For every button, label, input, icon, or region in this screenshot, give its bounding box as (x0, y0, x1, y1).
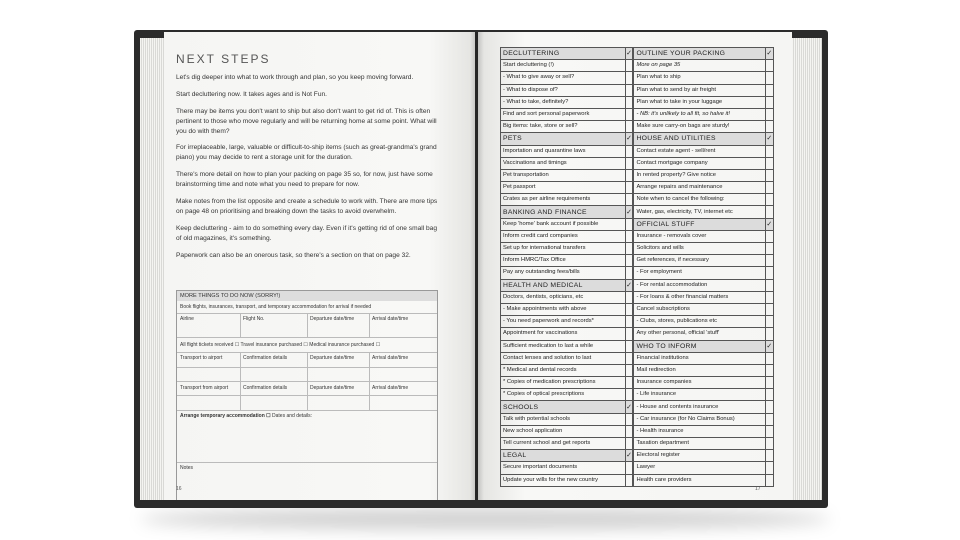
checkbox-cell[interactable] (765, 316, 773, 328)
check-mark-icon: ✓ (625, 48, 633, 60)
checklist-item: Plan what to take in your luggage (633, 96, 765, 108)
checklist-row (501, 450, 774, 462)
paragraph: There may be items you don't want to ship but also don't want to get rid of. This is often pertinent to those who move regularly and will be returning home at some point. What will you do with them? (176, 107, 437, 135)
checklist-item: * Copies of optical prescriptions (501, 389, 626, 401)
form-line (177, 410, 437, 411)
checkbox-cell[interactable] (625, 194, 633, 206)
checklist-row (501, 169, 774, 181)
col-airline: Airline (180, 316, 194, 322)
checklist-item: Make sure carry-on bags are sturdy! (633, 121, 765, 133)
check-mark-icon: ✓ (625, 206, 633, 218)
checkbox-cell[interactable] (765, 389, 773, 401)
checkbox-cell[interactable] (765, 352, 773, 364)
checklist-item: Secure important documents (501, 462, 626, 474)
checklist-row (501, 145, 774, 157)
checkbox-cell[interactable] (765, 267, 773, 279)
checklist-row (501, 340, 774, 352)
checklist-item: Start decluttering (!) (501, 60, 626, 72)
checklist-row (501, 121, 774, 133)
checkbox-cell[interactable] (625, 72, 633, 84)
checklist-item: Plan what to send by air freight (633, 84, 765, 96)
checklist-item: More on page 35 (633, 60, 765, 72)
checklist-row (501, 218, 774, 230)
checkbox-cell[interactable] (625, 121, 633, 133)
checklist-item: - Life insurance (633, 389, 765, 401)
checkbox-cell[interactable] (765, 121, 773, 133)
checklist-row (501, 425, 774, 437)
checklist-row (501, 316, 774, 328)
checkbox-cell[interactable] (765, 462, 773, 474)
checklist-row (501, 243, 774, 255)
form-title: MORE THINGS TO DO NOW (SORRY!) (177, 291, 437, 301)
check-mark-icon: ✓ (625, 401, 633, 413)
checklist-item: Sufficient medication to last a while (501, 340, 626, 352)
checklist-item: * Medical and dental records (501, 364, 626, 376)
checklist-item: Update your wills for the new country (501, 474, 626, 486)
check-mark-icon: ✓ (625, 450, 633, 462)
checkbox-cell[interactable] (765, 60, 773, 72)
paragraph: Make notes from the list opposite and create a schedule to work with. There are more tips on page 48 on prioritising and breaking down the tasks to avoid overwhelm. (176, 198, 438, 215)
checklist-item: Set up for international transfers (501, 243, 626, 255)
checklist-row (501, 255, 774, 267)
checklist-item: Water, gas, electricity, TV, internet etc (633, 206, 765, 218)
notes-label: Notes (180, 465, 194, 471)
checkbox-cell[interactable] (625, 425, 633, 437)
paragraph: Keep decluttering - aim to do something every day. Even if it's getting rid of one small bag of old magazines, it's something. (176, 224, 437, 242)
checklist-item: Doctors, dentists, opticians, etc (501, 291, 626, 303)
checklist-row (501, 303, 774, 315)
checkbox-cell[interactable] (765, 291, 773, 303)
col-arrival: Arrival date/time (372, 385, 409, 391)
col-arrival: Arrival date/time (372, 355, 409, 361)
section-header: OFFICIAL STUFF (633, 218, 765, 230)
checkbox-cell[interactable] (625, 377, 633, 389)
checklist-item: Note when to cancel the following: (633, 194, 765, 206)
checklist-item: Contact estate agent - sell/rent (633, 145, 765, 157)
checkbox-cell[interactable] (625, 157, 633, 169)
checkbox-cell[interactable] (765, 108, 773, 120)
checkbox-cell[interactable] (765, 243, 773, 255)
checklist-row (501, 364, 774, 376)
checklist-row (501, 267, 774, 279)
checkbox-cell[interactable] (625, 145, 633, 157)
checkbox-cell[interactable] (765, 182, 773, 194)
checkbox-cell[interactable] (625, 96, 633, 108)
todo-form (176, 290, 438, 500)
checklist-row (501, 413, 774, 425)
check-mark-icon: ✓ (625, 279, 633, 291)
checklist-item: Keep 'home' bank account if possible (501, 218, 626, 230)
checkbox-cell[interactable] (625, 255, 633, 267)
section-header: LEGAL (501, 450, 626, 462)
checkbox-cell[interactable] (765, 279, 773, 291)
checkbox-cell[interactable] (625, 243, 633, 255)
form-line (177, 381, 437, 382)
page-number-right: 17 (755, 486, 761, 492)
checklist-item: Vaccinations and timings (501, 157, 626, 169)
checklist-row (501, 157, 774, 169)
checklist-row (501, 194, 774, 206)
section-header: PETS (501, 133, 626, 145)
checkbox-cell[interactable] (765, 84, 773, 96)
col-departure: Departure date/time (310, 316, 355, 322)
checklist-row (501, 279, 774, 291)
checkbox-cell[interactable] (625, 84, 633, 96)
paragraph: There's more detail on how to plan your packing on page 35 so, for now, just have some brainstorming time and note what you need to prepare for now. (176, 171, 433, 189)
checklist-item: Big items: take, store or sell? (501, 121, 626, 133)
checklist-row (501, 72, 774, 84)
checklist-item: * Copies of medication prescriptions (501, 377, 626, 389)
checkbox-cell[interactable] (625, 267, 633, 279)
checklist-item: - For loans & other financial matters (633, 291, 765, 303)
checklist-item: Crates as per airline requirements (501, 194, 626, 206)
checklist-item: - What to dispose of? (501, 84, 626, 96)
checklist-item: Inform HMRC/Tax Office (501, 255, 626, 267)
checkbox-cell[interactable] (765, 328, 773, 340)
ticket-checks: All flight tickets received ☐ Travel insurance purchased ☐ Medical insurance purchased ☐ (180, 342, 381, 348)
accommodation-line (180, 413, 312, 419)
checkbox-cell[interactable] (625, 316, 633, 328)
check-mark-icon: ✓ (625, 133, 633, 145)
checkbox-cell[interactable] (765, 145, 773, 157)
checklist-item: Mail redirection (633, 364, 765, 376)
checklist-item: - House and contents insurance (633, 401, 765, 413)
checklist-item: Insurance - removals cover (633, 230, 765, 242)
checklist-item: - For employment (633, 267, 765, 279)
accommodation-label: Arrange temporary accommodation ☐ (180, 413, 271, 419)
book-gutter (470, 32, 484, 500)
checklist-item: - What to take, definitely? (501, 96, 626, 108)
paragraph: Paperwork can also be an onerous task, so there's a section on that on page 32. (176, 251, 411, 259)
checkbox-cell[interactable] (625, 462, 633, 474)
checkbox-cell[interactable] (625, 328, 633, 340)
checklist-row (501, 377, 774, 389)
checkbox-cell[interactable] (765, 303, 773, 315)
checklist-row (501, 474, 774, 486)
checklist-row (501, 352, 774, 364)
check-mark-icon: ✓ (765, 340, 773, 352)
checklist-row (501, 206, 774, 218)
section-header: OUTLINE YOUR PACKING (633, 48, 765, 60)
form-line (177, 337, 437, 338)
checklist-row (501, 328, 774, 340)
checklist-item: Pet transportation (501, 169, 626, 181)
section-header: HOUSE AND UTILITIES (633, 133, 765, 145)
form-line (177, 462, 437, 463)
checklist-item: Pay any outstanding fees/bills (501, 267, 626, 279)
right-page (478, 32, 792, 500)
checklist-item: Get references, if necessary (633, 255, 765, 267)
checklist-row (501, 84, 774, 96)
checklist-item: Contact mortgage company (633, 157, 765, 169)
checklist-row (501, 108, 774, 120)
checklist-item: Health care providers (633, 474, 765, 486)
checklist-row (501, 133, 774, 145)
checkbox-cell[interactable] (765, 206, 773, 218)
form-divider (369, 313, 370, 337)
checklist-item: Find and sort personal paperwork (501, 108, 626, 120)
form-subtitle: Book flights, insurances, transport, and temporary accommodation for arrival if needed (180, 304, 372, 310)
section-header: SCHOOLS (501, 401, 626, 413)
checklist-row (501, 96, 774, 108)
checklist-row (501, 438, 774, 450)
page-edges-right (792, 38, 822, 500)
checkbox-cell[interactable] (765, 169, 773, 181)
checkbox-cell[interactable] (625, 230, 633, 242)
checklist-row (501, 48, 774, 60)
checklist-item: Electoral register (633, 450, 765, 462)
checklist-item: Solicitors and wills (633, 243, 765, 255)
checkbox-cell[interactable] (765, 474, 773, 486)
checklist-item: Importation and quarantine laws (501, 145, 626, 157)
checklist-row (501, 230, 774, 242)
checklist-item: Insurance companies (633, 377, 765, 389)
check-mark-icon: ✓ (765, 48, 773, 60)
col-confirmation: Confirmation details (243, 385, 288, 391)
checklist-item: Appointment for vaccinations (501, 328, 626, 340)
checklist-item: Talk with potential schools (501, 413, 626, 425)
page-number-left: 16 (176, 486, 182, 492)
checklist-item: - Car insurance (for No Claims Bonus) (633, 413, 765, 425)
section-header: DECLUTTERING (501, 48, 626, 60)
checklist-item: - Health insurance (633, 425, 765, 437)
checkbox-cell[interactable] (765, 194, 773, 206)
checkbox-cell[interactable] (625, 108, 633, 120)
accommodation-details: Dates and details: (270, 413, 313, 419)
checkbox-cell[interactable] (765, 364, 773, 376)
checkbox-cell[interactable] (765, 450, 773, 462)
checklist-row (501, 60, 774, 72)
checklist-item: Taxation department (633, 438, 765, 450)
checklist-item: - NB: it's unlikely to all fit, so halve it! (633, 108, 765, 120)
checkbox-cell[interactable] (625, 169, 633, 181)
page-heading: NEXT STEPS (176, 52, 271, 66)
col-arrival: Arrival date/time (372, 316, 409, 322)
checkbox-cell[interactable] (625, 352, 633, 364)
checklist-row (501, 182, 774, 194)
checklist-item: Contact lenses and solution to last (501, 352, 626, 364)
checkbox-cell[interactable] (765, 230, 773, 242)
checklist-item: Plan what to ship (633, 72, 765, 84)
col-departure: Departure date/time (310, 385, 355, 391)
checkbox-cell[interactable] (765, 96, 773, 108)
checkbox-cell[interactable] (625, 364, 633, 376)
checkbox-cell[interactable] (765, 377, 773, 389)
checkbox-cell[interactable] (625, 303, 633, 315)
checklist-row (501, 462, 774, 474)
checkbox-cell[interactable] (625, 218, 633, 230)
checklist-row (501, 291, 774, 303)
checklist-item: Any other personal, official 'stuff' (633, 328, 765, 340)
paragraph: Start decluttering now. It takes ages and is Not Fun. (176, 90, 328, 98)
section-header: WHO TO INFORM (633, 340, 765, 352)
book-shadow (140, 508, 830, 530)
checklist-item: - Clubs, stores, publications etc (633, 316, 765, 328)
checklist-item: Cancel subscriptions (633, 303, 765, 315)
form-divider (307, 313, 308, 337)
check-mark-icon: ✓ (765, 218, 773, 230)
col-departure: Departure date/time (310, 355, 355, 361)
checklist-item: Pet passport (501, 182, 626, 194)
checklist-item: Inform credit card companies (501, 230, 626, 242)
col-transport-from: Transport from airport (180, 385, 229, 391)
checkbox-cell[interactable] (625, 413, 633, 425)
checklist-row (501, 389, 774, 401)
checkbox-cell[interactable] (765, 72, 773, 84)
page-edges-left (140, 38, 166, 500)
checkbox-cell[interactable] (765, 438, 773, 450)
checkbox-cell[interactable] (625, 340, 633, 352)
col-transport-to: Transport to airport (180, 355, 223, 361)
checkbox-cell[interactable] (625, 389, 633, 401)
section-header: BANKING AND FINANCE (501, 206, 626, 218)
col-confirmation: Confirmation details (243, 355, 288, 361)
paragraph: Let's dig deeper into what to work through and plan, so you keep moving forward. (176, 74, 414, 81)
form-line (177, 367, 437, 368)
section-header: HEALTH AND MEDICAL (501, 279, 626, 291)
checkbox-cell[interactable] (765, 255, 773, 267)
moving-checklist (500, 47, 774, 487)
checklist-item: Lawyer (633, 462, 765, 474)
checkbox-cell[interactable] (625, 182, 633, 194)
form-line (177, 395, 437, 396)
form-divider (240, 313, 241, 337)
left-page-text (176, 52, 438, 267)
checklist-item: Arrange repairs and maintenance (633, 182, 765, 194)
checkbox-cell[interactable] (765, 401, 773, 413)
checkbox-cell[interactable] (625, 291, 633, 303)
paragraph: For irreplaceable, large, valuable or difficult-to-ship items (such as great-grandma's grand piano) you may decide to rent a storage unit for the duration. (176, 144, 437, 162)
checklist-item: New school application (501, 425, 626, 437)
checklist-item: - Make appointments with above (501, 303, 626, 315)
checklist-row (501, 401, 774, 413)
checkbox-cell[interactable] (765, 157, 773, 169)
col-flight-no: Flight No. (243, 316, 265, 322)
checklist-item: Tell current school and get reports (501, 438, 626, 450)
checkbox-cell[interactable] (625, 474, 633, 486)
checkbox-cell[interactable] (625, 60, 633, 72)
checkbox-cell[interactable] (765, 425, 773, 437)
left-page (164, 32, 475, 500)
checklist-item: - What to give away or sell? (501, 72, 626, 84)
checkbox-cell[interactable] (625, 438, 633, 450)
checklist-item: - You need paperwork and records* (501, 316, 626, 328)
checkbox-cell[interactable] (765, 413, 773, 425)
check-mark-icon: ✓ (765, 133, 773, 145)
checklist-item: In rented property? Give notice (633, 169, 765, 181)
checklist-item: Financial institutions (633, 352, 765, 364)
checklist-item: - For rental accommodation (633, 279, 765, 291)
